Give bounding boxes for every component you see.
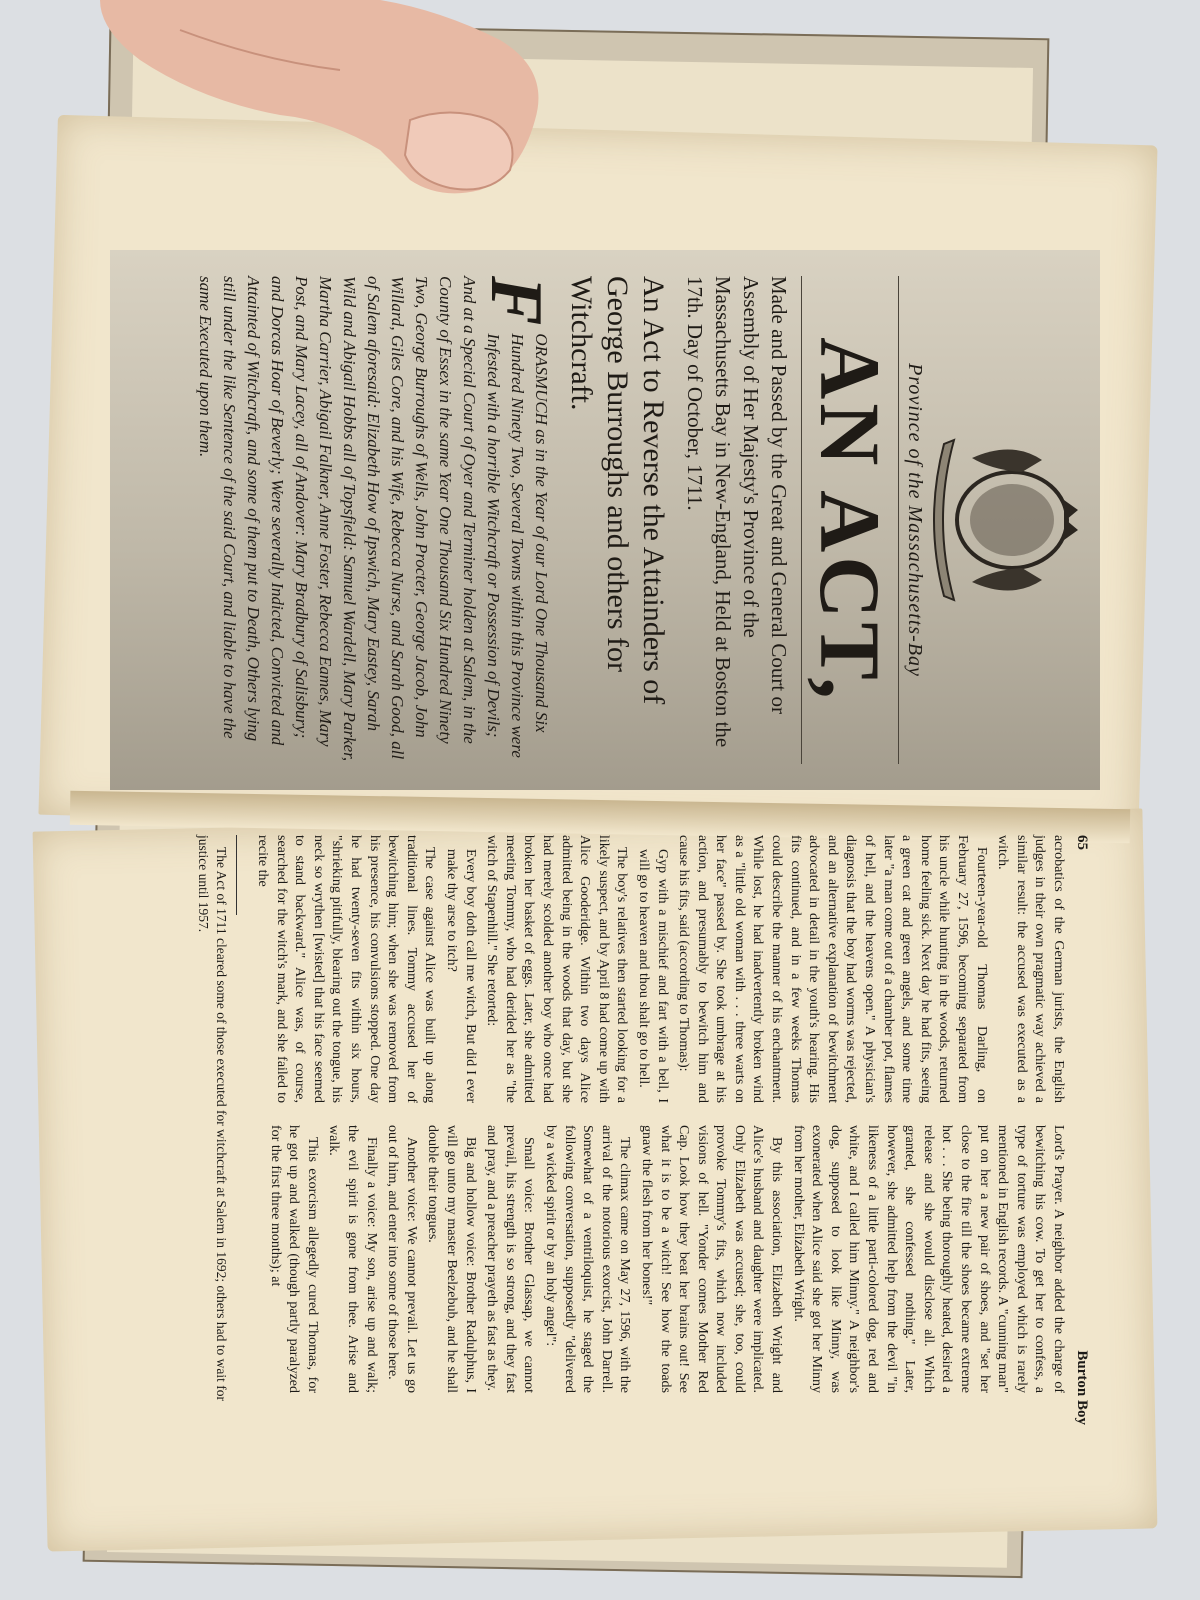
verse: Every boy doth call me witch, But did I ever make thy arse to itch?	[444, 849, 478, 1103]
province-line: Province of the Massachusetts-Bay	[904, 363, 926, 677]
verse: Gyp with a mischief and fart with a bell, I will go to heaven and thou shalt go to hell.	[635, 849, 670, 1103]
dialogue: Big and hollow voice: Brother Radulphus, I will go unto my master Beelzebub, and he shall double their tongues.	[425, 1125, 478, 1393]
dialogue: Finally a voice: My son, arise up and walk; the evil spirit is gone from thee. Arise and walk.	[326, 1125, 379, 1393]
page-number: 65	[1074, 835, 1090, 850]
broadside-container	[110, 250, 1100, 790]
paragraph: By this association, Elizabeth Wright and Alice's husband and daughter were implicated. Only Elizabeth was accused; she, too, could provoke Tommy's fits, which now included visions of hell. "Yonder comes Mother Red Cap. Look how they beat her brains out! See what it is to be a witch! See how the toads gnaw the flesh from her bones!"	[638, 1125, 785, 1393]
paragraph: The climax came on May 27, 1596, with the arrival of the notorious exorcist, John Darrell. Somewhat of a ventriloquist, he staged the following conversation, supposedly "delivered by a wicked spirit or by an holy angel":	[542, 1125, 633, 1393]
broadside-image	[110, 250, 1100, 790]
running-head: Burton Boy	[1074, 1350, 1090, 1425]
paragraph: acrobatics of the German jurists, the English judges in their own pragmatic way achieved a similar result: the accused was executed as a witch.	[995, 835, 1066, 1103]
dialogue: Small voice: Brother Glassap, we cannot prevail, his strength is so strong, and they fast and pray, and a preacher prayeth as fast as they.	[484, 1125, 537, 1393]
footnote: The Act of 1711 cleared some of those executed for witchcraft at Salem in 1692; others had to wait for justice until 1957.	[196, 835, 230, 1401]
royal-crest-icon	[932, 400, 1082, 640]
footnote-rule	[236, 835, 237, 915]
hand-icon	[80, 0, 550, 210]
dialogue: Another voice: We cannot prevail. Let us go out of him, and enter into some of those here.	[385, 1125, 419, 1393]
drop-cap: F	[475, 276, 557, 326]
paragraph: This exorcism allegedly cured Thomas, for he got up and walked (though partly paralyzed for the first three months); at	[267, 1125, 320, 1393]
paragraph: The case against Alice was built up along traditional lines. Tommy accused her of bewitching him; when she was removed from his presence, his convulsions stopped. One day he had twenty-seven fits within six hours, "shrieking pitifully, blearing out the tongue, his neck so wrythen [twisted] that his face seemed to stand backward." Alice was, of course, searched for the witch's mark, and she failed to recite the	[255, 835, 438, 1103]
text-columns	[249, 835, 1067, 1425]
act-body	[193, 276, 557, 764]
act-title: An Act to Reverse the Attainders of George Burroughs and others for Witchcraft.	[565, 276, 670, 705]
act-heading: AN ACT,	[801, 276, 899, 764]
paragraph: Lord's Prayer. A neighbor added the charge of bewitching his cow. To get her to confess, a type of torture was employed which is rarely mentioned in English records. A "cunning man" put on her a new pair of shoes, and "set her close to the fire till the shoes became extreme hot . . . She being thoroughly heated, desired a release and she would disclose all. Which granted, she confessed nothing." Later, however, she admitted help from the devil "in likeness of a little parti-colored dog, red and white, and I called him Minny." A neighbor's dog, supposed to look like Minny, was exonerated when Alice said she got her Minny from her mother, Elizabeth Wright.	[790, 1125, 1066, 1393]
column-left	[249, 835, 1067, 1103]
paragraph: Fourteen-year-old Thomas Darling, on February 27, 1596, becoming separated from his uncle while hunting in the woods, returned home feeling sick. Next day he had fits, seeing a green cat and green angels, and some time later "a man come out of a chamber pot, flames of hell, and the heavens open." A physician's diagnosis that the boy had worms was rejected, and an alternative explanation of bewitchment advocated in detail in the youth's hearing. His fits continued, and in a few weeks Thomas could describe the manner of his enchantment. While lost, he had inadvertently broken wind as a "little old woman with . . . three warts on her face" passed by. She took umbrage at his action, and presumably to bewitch him and cause his fits, said (according to Thomas):	[676, 835, 989, 1103]
column-right	[249, 1125, 1067, 1393]
page-header	[1073, 835, 1090, 1425]
paragraph: The boy's relatives then started looking for a likely suspect, and by April 8 had come up with Alice Gooderidge. Within two days Alice admitted being in the woods that day, but she had merely scolded another boy who once had broken her basket of eggs. Later, she admitted meeting Tommy, who had derided her as "the witch of Stapenhill." She retorted:	[484, 835, 630, 1103]
made-and-passed-text: Made and Passed by the Great and General Court or Assembly of Her Majesty's Province of the Massachusetts Bay in New-England, Held at Boston the 17th. Day of October, 1711.	[683, 276, 791, 748]
page-65	[196, 835, 1100, 1425]
act-body-text: ORASMUCH as in the Year of our Lord One Thousand Six Hundred Ninety Two, Several Towns within this Province were Infested with a horrible Witchcraft or Possession of Devils; And at a Special Court of Oyer and Terminer holden at Salem, in the County of Essex in the same Year One Thousand Six Hundred Ninety Two, George Burroughs of Wells, John Procter, George Jacob, John Willard, Giles Core, and his Wife, Rebecca Nurse, and Sarah Good, all of Salem aforesaid: Elizabeth How of Ipswich, Mary Eastey, Sarah Wild and Abigail Hobbs all of Topsfield: Samuel Wardell, Mary Parker, Martha Carrier, Abigail Falkner, Anne Foster, Rebecca Eames, Mary Post, and Mary Lacey, all of Andover: Mary Bradbury of Salisbury; and Dorcas Hoar of Beverly; Were severally Indicted, Convicted and Attainted of Witchcraft, and some of them put to Death, Others lying still under the like Sentence of the said Court, and liable to have the same Executed upon them.	[196, 276, 551, 762]
page-65-container	[196, 835, 1100, 1425]
